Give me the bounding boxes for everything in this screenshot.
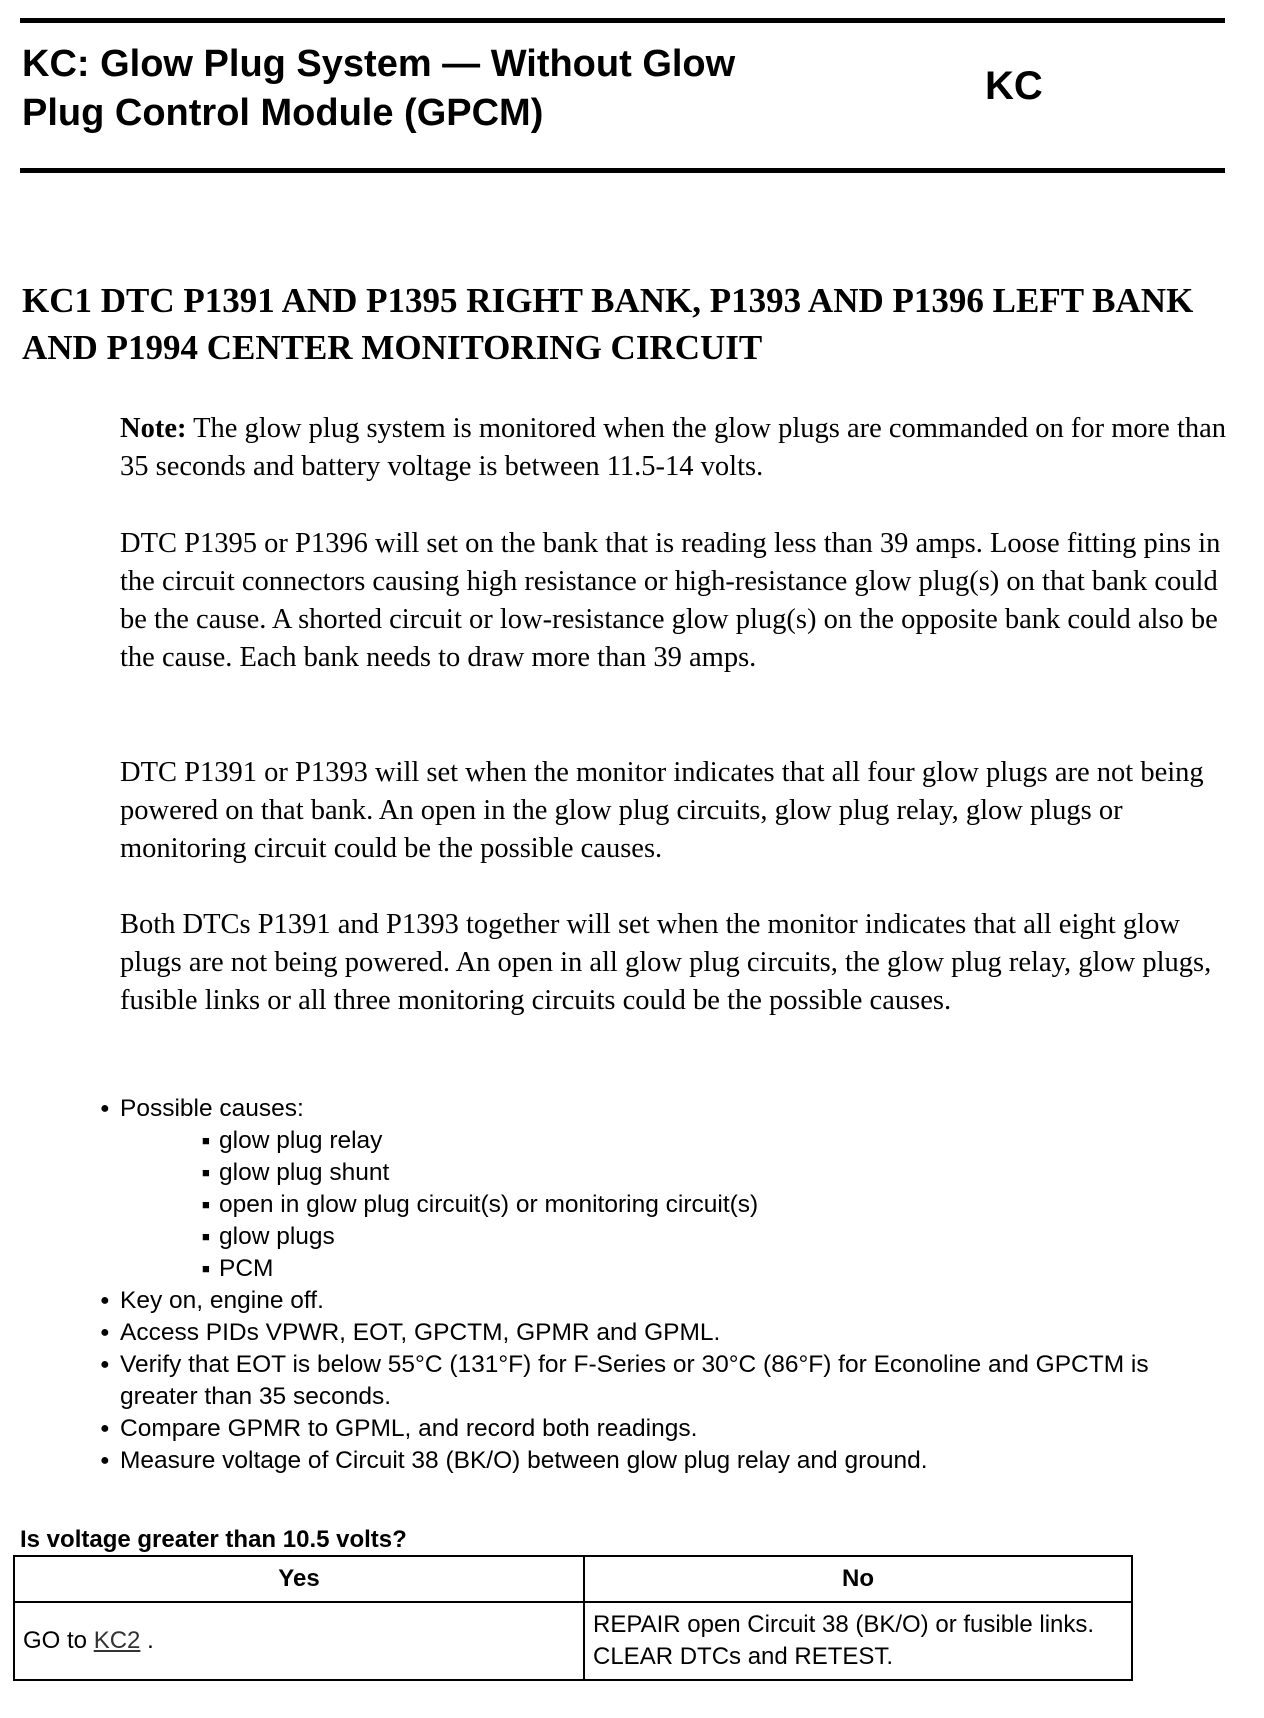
note-label: Note: — [120, 413, 187, 444]
bullet-icon: ● — [100, 1356, 110, 1373]
test-question: Is voltage greater than 10.5 volts? — [20, 1526, 407, 1553]
no-cell: REPAIR open Circuit 38 (BK/O) or fusible links. CLEAR DTCs and RETEST. — [584, 1602, 1132, 1680]
note-text: The glow plug system is monitored when the glow plugs are commanded on for more than 35 seconds and battery voltage is between 11.5-14 volts. — [120, 413, 1227, 482]
square-bullet-icon: ■ — [202, 1165, 210, 1180]
paragraph-p1395-p1396: DTC P1395 or P1396 will set on the bank that is reading less than 39 amps. Loose fitting pins in the circuit connectors causing high resistance or high-resistance glow plug(s) on that bank could be the cause. A shorted circuit or low-resistance glow plug(s) on the opposite bank could also be the cause. Each bank needs to draw more than 39 amps. — [120, 528, 1221, 673]
no-header: No — [584, 1556, 1132, 1602]
step-item — [100, 1285, 1230, 1317]
cause-item — [202, 1157, 1230, 1189]
section-code: KC — [985, 64, 1043, 108]
bullet-icon: ● — [100, 1292, 110, 1309]
result-table — [13, 1555, 1133, 1681]
step-text: Key on, engine off. — [120, 1287, 324, 1314]
step-text: Compare GPMR to GPML, and record both readings. — [120, 1415, 698, 1442]
note-paragraph — [120, 410, 1230, 486]
square-bullet-icon: ■ — [202, 1133, 210, 1148]
square-bullet-icon: ■ — [202, 1197, 210, 1212]
possible-causes-list — [202, 1125, 1230, 1285]
step-item — [100, 1413, 1230, 1445]
square-bullet-icon: ■ — [202, 1229, 210, 1244]
top-rule — [20, 18, 1225, 23]
kc2-link[interactable]: KC2 — [93, 1627, 141, 1654]
yes-suffix: . — [147, 1627, 154, 1654]
cause-item-text: glow plugs — [219, 1223, 335, 1250]
bottom-rule — [20, 168, 1225, 173]
step-item — [100, 1349, 1230, 1413]
step-item — [100, 1445, 1230, 1477]
table-header-row — [14, 1556, 1132, 1602]
square-bullet-icon: ■ — [202, 1261, 210, 1276]
bullet-icon: ● — [100, 1452, 110, 1469]
cause-item — [202, 1189, 1230, 1221]
paragraph-p1391-p1393: DTC P1391 or P1393 will set when the monitor indicates that all four glow plugs are not being powered on that bank. An open in the glow plug circuits, glow plug relay, glow plugs or monitoring circuit could be the possible causes. — [120, 757, 1204, 864]
step-text: Access PIDs VPWR, EOT, GPCTM, GPMR and GPML. — [120, 1319, 721, 1346]
bullet-icon: ● — [100, 1100, 110, 1117]
step-possible-causes — [100, 1093, 1230, 1125]
page-title-line-2: Plug Control Module (GPCM) — [22, 92, 544, 134]
bullet-icon: ● — [100, 1420, 110, 1437]
cause-item — [202, 1125, 1230, 1157]
page-title-line-1: KC: Glow Plug System — Without Glow — [22, 43, 736, 85]
yes-header: Yes — [14, 1556, 584, 1602]
cause-item — [202, 1221, 1230, 1253]
possible-causes-label: Possible causes: — [120, 1095, 304, 1122]
procedure-steps — [100, 1093, 1230, 1477]
section-heading: KC1 DTC P1391 AND P1395 RIGHT BANK, P1393 AND P1396 LEFT BANK AND P1994 CENTER MONITORING CIRCUIT — [22, 281, 1194, 367]
cause-item-text: open in glow plug circuit(s) or monitoring circuit(s) — [219, 1191, 759, 1218]
page-title — [22, 40, 842, 138]
table-row — [14, 1602, 1132, 1680]
yes-cell — [14, 1602, 584, 1680]
cause-item-text: glow plug shunt — [219, 1159, 390, 1186]
cause-item — [202, 1253, 1230, 1285]
cause-item-text: PCM — [219, 1255, 274, 1282]
paragraph-both-dtcs: Both DTCs P1391 and P1393 together will set when the monitor indicates that all eight glow plugs are not being powered. An open in all glow plug circuits, the glow plug relay, glow plugs, fusible links or all three monitoring circuits could be the possible causes. — [120, 909, 1212, 1016]
step-item — [100, 1317, 1230, 1349]
yes-prefix: GO to — [23, 1627, 88, 1654]
step-text: Measure voltage of Circuit 38 (BK/O) between glow plug relay and ground. — [120, 1447, 928, 1474]
bullet-icon: ● — [100, 1324, 110, 1341]
step-text: Verify that EOT is below 55°C (131°F) for F-Series or 30°C (86°F) for Econoline and GPCTM is greater than 35 seconds. — [120, 1351, 1149, 1410]
cause-item-text: glow plug relay — [219, 1127, 383, 1154]
